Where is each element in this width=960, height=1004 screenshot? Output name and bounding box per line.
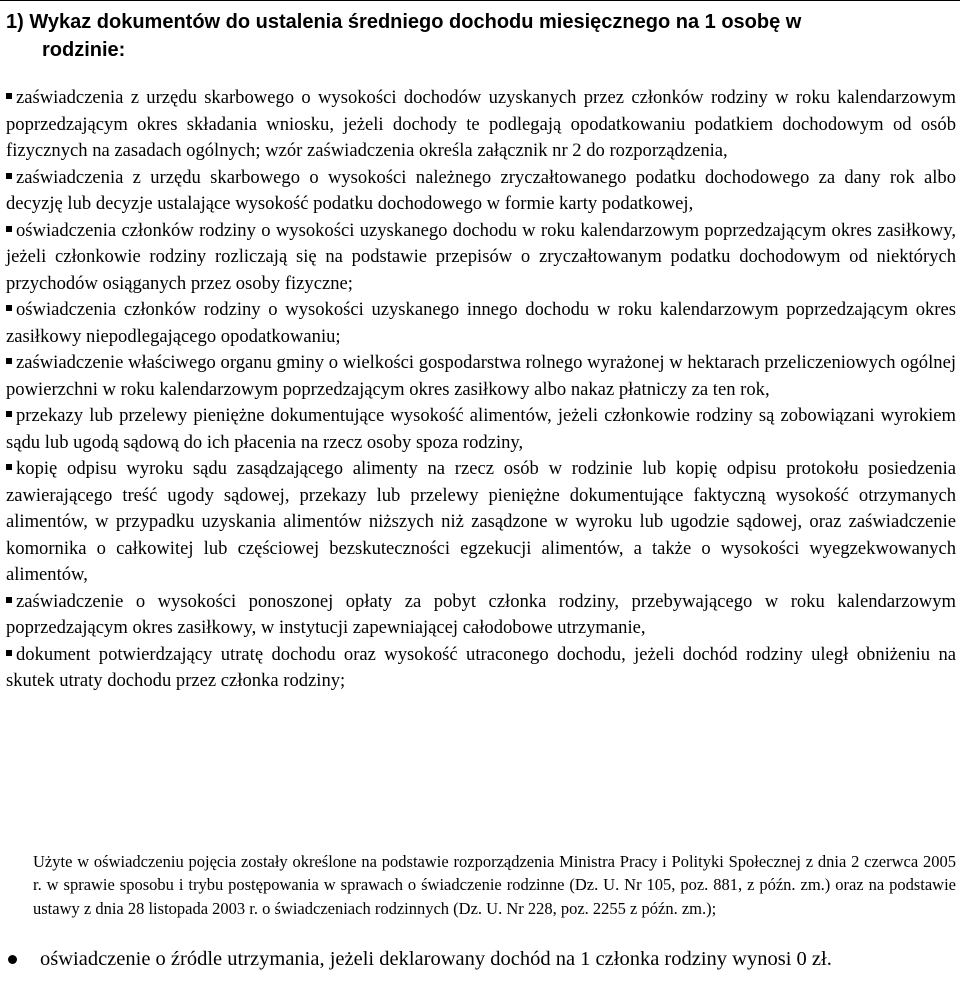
legal-note: Użyte w oświadczeniu pojęcia zostały określone na podstawie rozporządzenia Ministra Pracy i Polityki Społecznej z dnia 2 czerwca 2005 r. w sprawie sposobu i trybu postępowania w sprawach o świadczenie rodzinne (Dz. U. Nr 105, poz. 881, z późn. zm.) oraz na podstawie ustawy z dnia 28 listopada 2003 r. o świadczeniach rodzinnych (Dz. U. Nr 228, poz. 2255 z późn. zm.); xyxy=(33,851,956,918)
square-bullet-icon xyxy=(6,464,12,470)
list-item-text: kopię odpisu wyroku sądu zasądzającego alimenty na rzecz osób w rodzinie lub kopię odpisu protokołu posiedzenia zawierającego treść ugody sądowej, przekazy lub przelewy pieniężne dokumentujące faktyczną wysokość otrzymanych alimentów, w przypadku uzyskania alimentów niższych niż zasądzone w wyroku lub ugodzie sądowej, oraz zaświadczenie komornika o całkowitej lub częściowej bezskuteczności egzekucji alimentów, a także o wysokości wyegzekwowanych alimentów, xyxy=(6,458,956,585)
list-item xyxy=(6,218,956,298)
list-item-text: przekazy lub przelewy pieniężne dokumentujące wysokość alimentów, jeżeli członkowie rodziny są zobowiązani wyrokiem sądu lub ugodą sądową do ich płacenia na rzecz osoby spoza rodziny, xyxy=(6,405,956,453)
declaration-item xyxy=(6,945,956,973)
list-item-text: zaświadczenie o wysokości ponoszonej opłaty za pobyt członka rodziny, przebywającego w roku kalendarzowym poprzedzającym okres zasiłkowy, w instytucji zapewniającej całodobowe utrzymanie, xyxy=(6,590,956,638)
square-bullet-icon xyxy=(6,650,12,656)
list-item-text: zaświadczenie właściwego organu gminy o wielkości gospodarstwa rolnego wyrażonej w hektarach przeliczeniowych ogólnej powierzchni w roku kalendarzowym poprzedzającym okres zasiłkowy albo nakaz płatniczy za ten rok, xyxy=(6,352,956,400)
list-item xyxy=(6,85,956,165)
square-bullet-icon xyxy=(6,173,12,179)
document-list xyxy=(6,85,956,695)
square-bullet-icon xyxy=(6,597,12,603)
list-item-text: oświadczenia członków rodziny o wysokości uzyskanego innego dochodu w roku kalendarzowym poprzedzającym okres zasiłkowy niepodlegającego opodatkowaniu; xyxy=(6,299,956,347)
list-item xyxy=(6,350,956,403)
square-bullet-icon xyxy=(6,305,12,311)
square-bullet-icon xyxy=(6,358,12,364)
heading-line-1: 1) Wykaz dokumentów do ustalenia średniego dochodu miesięcznego na 1 osobę w xyxy=(6,11,802,33)
round-bullet-icon xyxy=(8,955,17,964)
list-item xyxy=(6,403,956,456)
list-item-text: oświadczenia członków rodziny o wysokości uzyskanego dochodu w roku kalendarzowym poprzedzającym okres zasiłkowy, jeżeli członkowie rodziny rozliczają się na podstawie przepisów o zryczałtowanym podatku dochodowym od niektórych przychodów osiąganych przez osoby fizyczne; xyxy=(6,219,956,294)
list-item-text: dokument potwierdzający utratę dochodu oraz wysokość utraconego dochodu, jeżeli dochód rodziny uległ obniżeniu na skutek utraty dochodu przez członka rodziny; xyxy=(6,643,956,691)
square-bullet-icon xyxy=(6,226,12,232)
list-item xyxy=(6,456,956,589)
declaration-text: oświadczenie o źródle utrzymania, jeżeli deklarowany dochód na 1 członka rodziny wynosi 0 zł. xyxy=(40,948,832,970)
top-rule xyxy=(0,0,960,1)
list-item-text: zaświadczenia z urzędu skarbowego o wysokości należnego zryczałtowanego podatku dochodowego za dany rok albo decyzję lub decyzje ustalające wysokość podatku dochodowego w formie karty podatkowej, xyxy=(6,166,956,214)
list-item-text: zaświadczenia z urzędu skarbowego o wysokości dochodów uzyskanych przez członków rodziny w roku kalendarzowym poprzedzającym okres składania wniosku, jeżeli dochody te podlegają opodatkowaniu podatkiem dochodowym od osób fizycznych na zasadach ogólnych; wzór zaświadczenia określa załącznik nr 2 do rozporządzenia, xyxy=(6,87,956,161)
square-bullet-icon xyxy=(6,93,12,99)
square-bullet-icon xyxy=(6,411,12,417)
list-item xyxy=(6,297,956,350)
list-item xyxy=(6,589,956,642)
section-heading xyxy=(6,8,926,64)
heading-line-2: rodzinie: xyxy=(42,39,126,61)
list-item xyxy=(6,642,956,695)
list-item xyxy=(6,165,956,218)
